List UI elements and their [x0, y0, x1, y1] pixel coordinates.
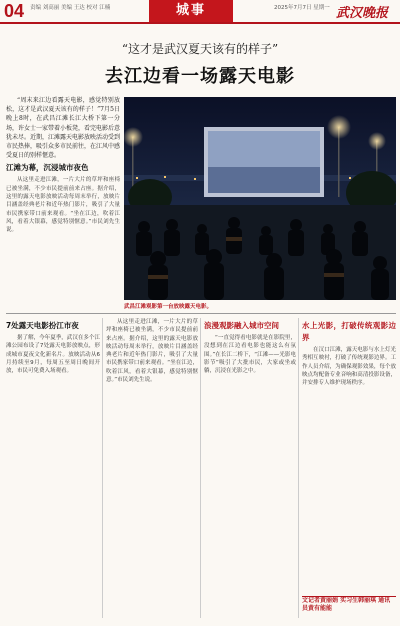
section2-title: 7处露天电影扮江市夜 — [6, 321, 79, 330]
issue-date: 2025年7月7日 星期一 — [274, 5, 330, 11]
section1-title: 江滩为幕，沉浸城市夜色 — [6, 163, 89, 173]
divider-line — [6, 313, 396, 314]
outdoor-cinema-photo — [124, 97, 396, 300]
main-headline: 去江边看一场露天电影 — [105, 66, 295, 87]
paper-logo: 武汉晚报 — [336, 6, 389, 21]
column-1 — [6, 318, 100, 624]
night-riverside-scene — [124, 97, 396, 300]
kicker-headline: “这才是武汉夏天该有的样子” — [121, 42, 279, 56]
section4-title: 水上光影，打破传统观影边界 — [302, 321, 396, 342]
column-rule — [102, 318, 103, 618]
byline-box — [302, 596, 396, 622]
article-lede: “周末来江边看露天电影，感觉特别放松，这才是武汉夏天该有的样子！”7月5日晚上8时，在武昌江滩长江大桥下第一分场，许女士一家带着小板凳，看完电影后意犹未尽。近期，江滩露天电影放映活动受到市民热捧，吸引众多市民前往，在江风中感受夏日的别样惬意。 — [6, 97, 120, 160]
section3-title: 浪漫观影融入城市空间 — [204, 321, 279, 330]
section2-body: 据了解，今年夏季，武汉在多个江滩公园布设了7处露天电影放映点，形成城市夏夜文化新名片。放映活动从6月持续至9月，每周五至周日晚间开放，市民可免费入场观看。 — [6, 335, 100, 375]
column-rule — [200, 318, 201, 618]
section3-body: “一直觉得看电影就是在影院里，没想到在江边看电影也能这么有氛围。”在长江二桥下，“江滩——光影电影节”吸引了大批市民，大家或坐或躺，沉浸在光影之中。 — [204, 335, 296, 375]
column-2 — [106, 318, 198, 624]
column-4 — [302, 318, 396, 624]
byline: 文记者黄丽娟 实习生韩丽琪 通讯员黄有能能 — [302, 597, 391, 612]
section-title: 城事 — [149, 0, 233, 22]
section4-body: 在汉口江滩，露天电影与水上灯光秀相互映衬，打破了传统观影边界。工作人员介绍，为确保观影效果，每个放映点均配备专业音响和高清投影设备，并安排专人维护现场秩序。 — [302, 347, 396, 387]
section1-body: 从这里走进江滩，一片大片的草坪和座椅已被坐满，不少市民提前前来占座。据介绍，这里的露天电影放映活动每周末举行，放映片目涵盖经典老片和近年热门影片，吸引了大量市民携家带口前来观看。“坐在江边，吹着江风，看着大银幕，感觉特别惬意。”市民刘先生说。 — [6, 177, 120, 234]
section2-continued: 从这里走进江滩，一片大片的草坪和座椅已被坐满，不少市民提前前来占座。据介绍，这里的露天电影放映活动每周末举行，放映片目涵盖经典老片和近年热门影片，吸引了大量市民携家带口前来观看。“坐在江边，吹着江风，看着大银幕，感觉特别惬意。”市民刘先生说。 — [106, 319, 198, 384]
column-3 — [204, 318, 296, 624]
photo-caption: 武昌江滩观影第一台放映露天电影。 — [124, 304, 213, 310]
editors-credit: 责编 刘高丽 美编 王达 校对 江楠 — [30, 5, 111, 11]
masthead — [0, 0, 400, 24]
page-number: 04 — [4, 1, 25, 21]
column-rule — [298, 318, 299, 618]
